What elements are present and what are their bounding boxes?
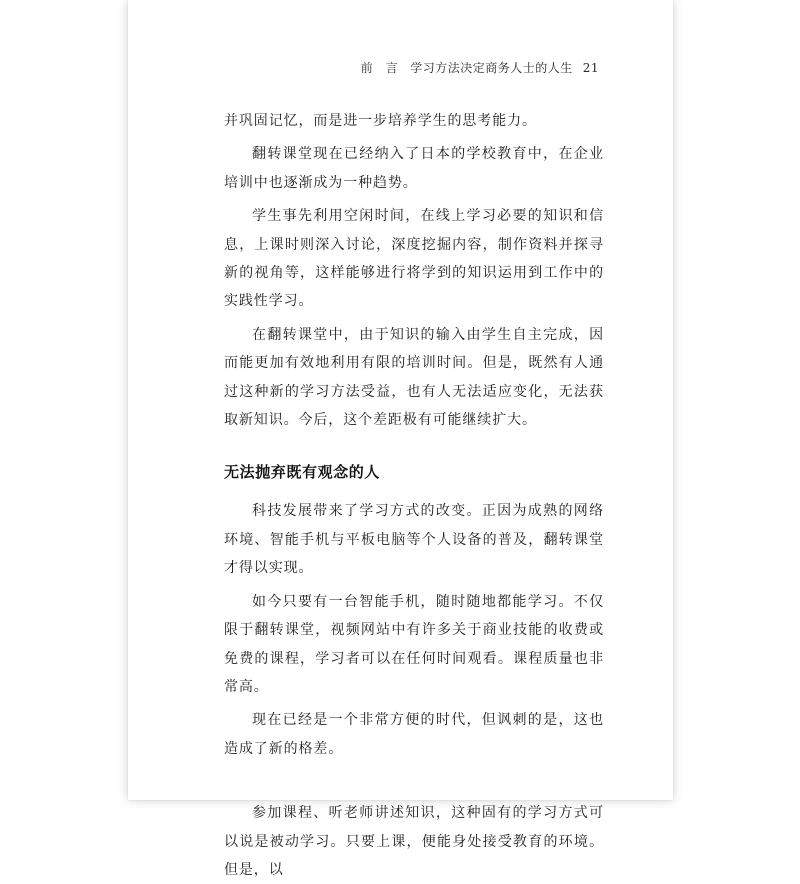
paragraph: 科技发展带来了学习方式的改变。正因为成熟的网络环境、智能手机与平板电脑等个人设备的普及，翻转课堂才得以实现。 (224, 503, 604, 577)
section-heading: 无法抛弃既有观念的人 (224, 463, 381, 482)
paragraph: 现在已经是一个非常方便的时代，但讽刺的是，这也造成了新的格差。 (224, 712, 604, 757)
paragraph-continued: 并巩固记忆，而是进一步培养学生的思考能力。 (224, 113, 537, 129)
paragraph: 在翻转课堂中，由于知识的输入由学生自主完成，因而能更加有效地利用有限的培训时间。但是，既然有人通过这种新的学习方法受益，也有人无法适应变化，无法获取新知识。今后，这个差距极有可能继续扩大。 (224, 326, 604, 429)
book-page (128, 0, 673, 878)
page-number: 21 (582, 61, 599, 75)
paragraph: 如今只要有一台智能手机，随时随地都能学习。不仅限于翻转课堂，视频网站中有许多关于商业技能的收费或免费的课程，学习者可以在任何时间观看。课程质量也非常高。 (224, 593, 604, 695)
running-head (361, 59, 599, 76)
section-break (224, 763, 604, 799)
running-head-title: 学习方法决定商务人士的人生 (410, 61, 573, 75)
paragraph: 翻转课堂现在已经纳入了日本的学校教育中，在企业培训中也逐渐成为一种趋势。 (224, 146, 604, 191)
paragraph: 学生事先利用空闲时间，在线上学习必要的知识和信息，上课时则深入讨论，深度挖掘内容，制作资料并探寻新的视角等，这样能够进行将学到的知识运用到工作中的实践性学习。 (224, 208, 604, 310)
paragraph: 参加课程、听老师讲述知识，这种固有的学习方式可以说是被动学习。只要上课，便能身处接受教育的环境。但是，以 (224, 805, 604, 878)
body-text (224, 107, 604, 884)
running-head-section: 前 言 (360, 61, 399, 75)
